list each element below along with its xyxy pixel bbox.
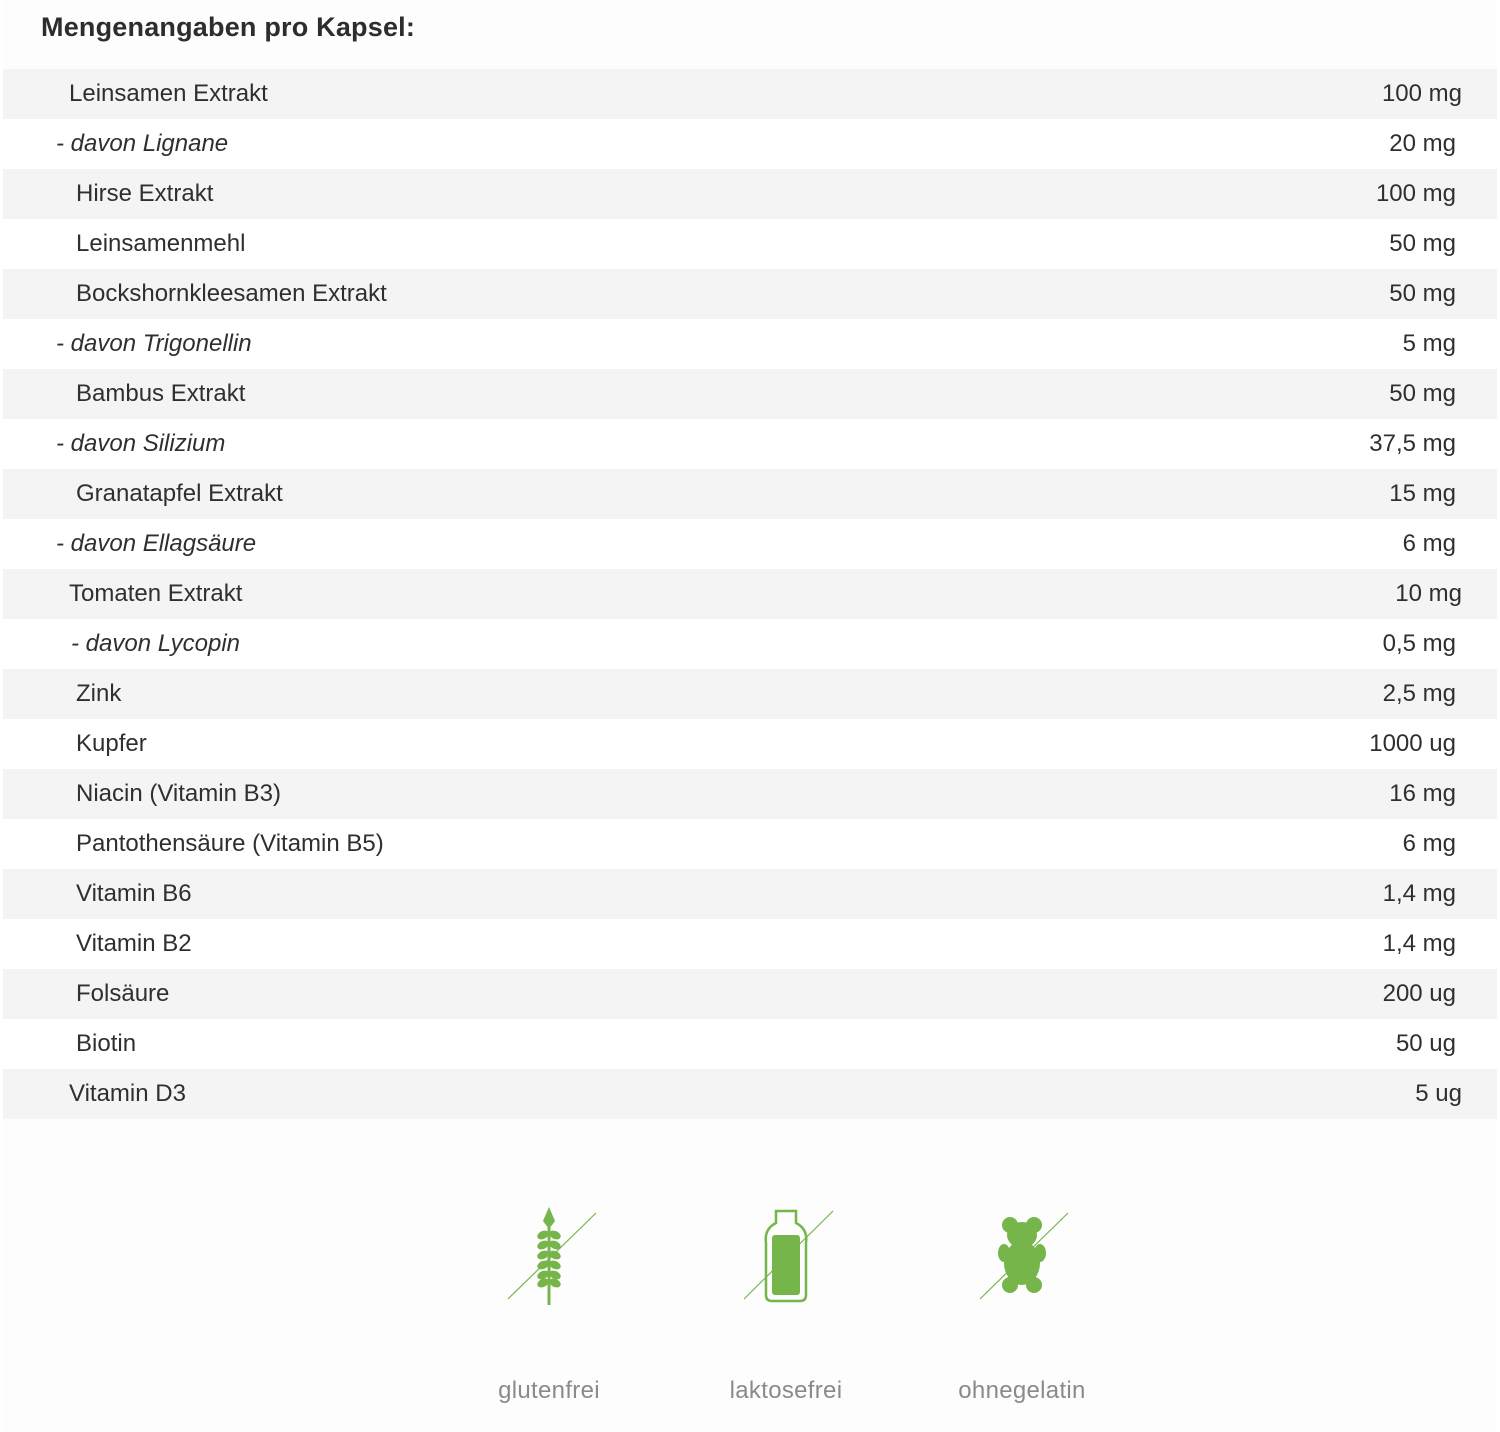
section-heading: Mengenangaben pro Kapsel:	[41, 12, 416, 42]
milk-bottle-crossed-icon	[686, 1195, 886, 1315]
table-row	[3, 869, 1497, 919]
ingredient-amount: 1,4 mg	[1382, 930, 1456, 957]
ingredient-amount: 1000 ug	[1369, 730, 1456, 757]
table-row	[3, 269, 1497, 319]
ingredient-name: Bockshornkleesamen Extrakt	[76, 280, 387, 307]
ingredient-name: Leinsamenmehl	[76, 230, 246, 257]
ingredient-name: Zink	[76, 680, 122, 707]
ingredient-amount: 16 mg	[1389, 780, 1456, 807]
ingredient-amount: 6 mg	[1402, 830, 1456, 857]
badge-label: ohnegelatin	[958, 1377, 1086, 1404]
ingredient-name: Biotin	[76, 1030, 137, 1057]
ingredient-amount: 37,5 mg	[1369, 430, 1456, 457]
ingredient-name: Vitamin D3	[69, 1080, 186, 1107]
ingredient-name: Pantothensäure (Vitamin B5)	[76, 830, 384, 857]
ingredient-amount: 5 ug	[1415, 1080, 1462, 1107]
ingredient-name: Vitamin B6	[76, 880, 192, 907]
ingredient-amount: 0,5 mg	[1382, 630, 1456, 657]
ingredient-amount: 100 mg	[1381, 80, 1462, 107]
table-row	[3, 1019, 1497, 1069]
ingredient-name: - davon Lignane	[56, 130, 229, 157]
ingredient-name: Bambus Extrakt	[76, 380, 246, 407]
ingredient-amount: 100 mg	[1375, 180, 1456, 207]
table-row	[3, 919, 1497, 969]
table-row	[3, 619, 1497, 669]
table-row	[3, 369, 1497, 419]
ingredient-amount: 50 ug	[1395, 1030, 1456, 1057]
table-row	[3, 569, 1497, 619]
badge-laktosefrei	[686, 1195, 886, 1404]
ingredient-name: Tomaten Extrakt	[69, 580, 243, 607]
ingredient-amount: 10 mg	[1395, 580, 1462, 607]
table-row	[3, 169, 1497, 219]
ingredient-amount: 6 mg	[1402, 530, 1456, 557]
ingredient-amount: 50 mg	[1389, 380, 1456, 407]
ingredient-amount: 50 mg	[1389, 280, 1456, 307]
ingredient-amount: 1,4 mg	[1382, 880, 1456, 907]
ingredient-name: Kupfer	[76, 730, 147, 757]
ingredient-amount: 2,5 mg	[1382, 680, 1456, 707]
ingredient-name: - davon Silizium	[56, 430, 226, 457]
table-row	[3, 719, 1497, 769]
table-row	[3, 419, 1497, 469]
ingredient-amount: 200 ug	[1382, 980, 1456, 1007]
table-row	[3, 819, 1497, 869]
table-row	[3, 69, 1497, 119]
table-row	[3, 969, 1497, 1019]
ingredient-name: Niacin (Vitamin B3)	[76, 780, 281, 807]
ingredient-amount: 5 mg	[1402, 330, 1456, 357]
badge-label: glutenfrei	[498, 1377, 600, 1404]
ingredient-amount: 20 mg	[1389, 130, 1456, 157]
ingredient-name: Folsäure	[76, 980, 170, 1007]
ingredient-name: - davon Ellagsäure	[56, 530, 257, 557]
ingredient-name: Hirse Extrakt	[76, 180, 214, 207]
badge-ohnegelatin	[922, 1195, 1122, 1404]
ingredient-name: - davon Lycopin	[71, 630, 241, 657]
dietary-badges	[0, 1195, 1500, 1425]
ingredient-amount: 50 mg	[1389, 230, 1456, 257]
table-row	[3, 1069, 1497, 1119]
ingredients-table	[3, 69, 1497, 1119]
badge-label: laktosefrei	[729, 1377, 843, 1404]
table-row	[3, 669, 1497, 719]
table-row	[3, 469, 1497, 519]
ingredient-name: - davon Trigonellin	[56, 330, 252, 357]
ingredient-name: Granatapfel Extrakt	[76, 480, 283, 507]
wheat-crossed-icon	[449, 1195, 649, 1315]
badge-glutenfrei	[449, 1195, 649, 1404]
table-row	[3, 219, 1497, 269]
table-row	[3, 769, 1497, 819]
gummy-bear-crossed-icon	[922, 1195, 1122, 1315]
ingredient-name: Vitamin B2	[76, 930, 192, 957]
table-row	[3, 119, 1497, 169]
table-row	[3, 319, 1497, 369]
ingredient-amount: 15 mg	[1389, 480, 1456, 507]
table-row	[3, 519, 1497, 569]
ingredient-name: Leinsamen Extrakt	[69, 80, 268, 107]
